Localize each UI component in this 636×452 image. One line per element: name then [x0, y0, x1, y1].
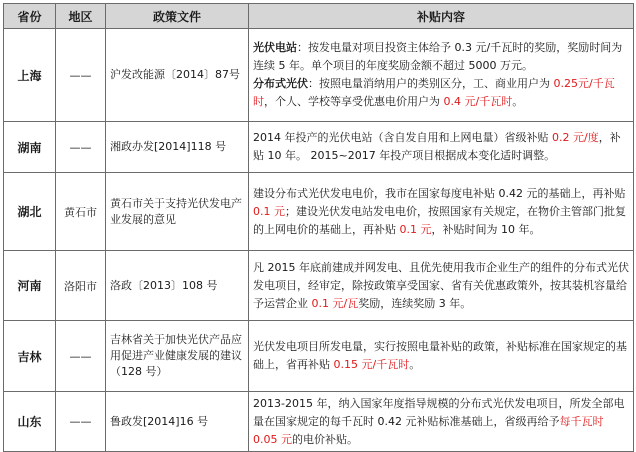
- policy-doc-cell: 湘政办发[2014]118 号: [106, 122, 249, 173]
- subsidy-content-cell: [249, 392, 634, 452]
- content-text: 的电价补贴。: [292, 432, 358, 446]
- province-cell: 河南: [4, 251, 56, 321]
- highlight-value: 0.2 元/度: [552, 131, 599, 144]
- province-cell: 山东: [4, 392, 56, 452]
- region-cell: ——: [56, 122, 106, 173]
- province-cell: 湖南: [4, 122, 56, 173]
- subsidy-content-cell: [249, 251, 634, 321]
- policy-doc-cell: 洛政〔2013〕108 号: [106, 251, 249, 321]
- subsidy-content-cell: [249, 321, 634, 392]
- content-text: ，补贴 10 年。 2015~2017 年投产项目根据成本变化适时调整。: [253, 131, 621, 162]
- header-row: [4, 4, 634, 29]
- content-text: 奖励，连续奖励 3 年。: [358, 296, 472, 310]
- province-cell: 湖北: [4, 173, 56, 251]
- subsidy-content-cell: [249, 173, 634, 251]
- province-cell: 吉林: [4, 321, 56, 392]
- content-label: 光伏电站: [253, 41, 297, 54]
- highlight-value: 0.1 元: [253, 204, 285, 218]
- region-cell: 黄石市: [56, 173, 106, 251]
- content-text: ，补贴时间为 10 年。: [431, 222, 541, 236]
- table-row: [4, 392, 634, 452]
- region-cell: ——: [56, 392, 106, 452]
- content-text: ，个人、学校等享受优惠电价用户为: [264, 95, 444, 108]
- table-row: [4, 122, 634, 173]
- highlight-value: 每千瓦时 0.05 元: [253, 414, 604, 446]
- content-label: 分布式光伏: [253, 77, 308, 90]
- table-row: [4, 29, 634, 122]
- policy-doc-cell: 鲁政发[2014]16 号: [106, 392, 249, 452]
- policy-doc-cell: 沪发改能源〔2014〕87号: [106, 29, 249, 122]
- highlight-value: 0.4 元/千瓦时: [443, 95, 513, 108]
- highlight-value: 0.1 元: [399, 222, 432, 236]
- highlight-value: 0.25元/千瓦时: [253, 77, 615, 108]
- content-text: 凡 2015 年底前建成并网发电、且优先使用我市企业生产的组件的分布式光伏发电项目，经审定，除按政策享受国家、省有关优惠政策外，按其装机容量给予运营企业: [253, 260, 629, 310]
- content-text: 。: [512, 95, 524, 108]
- content-text: 建设分布式光伏发电电价，我市在国家每度电补贴 0.42 元的基础上，再补贴: [253, 186, 626, 200]
- content-text: 2014 年投产的光伏电站（含自发自用和上网电量）省级补贴: [253, 131, 552, 144]
- content-text: 。: [409, 358, 421, 371]
- policy-table: [3, 3, 634, 452]
- header-policy-doc: 政策文件: [106, 4, 249, 29]
- policy-doc-cell: 黄石市关于支持光伏发电产业发展的意见: [106, 173, 249, 251]
- highlight-value: 0.15 元/千瓦时: [333, 358, 410, 371]
- content-text: ：按发电量对项目投资主体给予 0.3 元/千瓦时的奖励，奖励时间为连续 5 年。单个项目的年度奖励金额不超过 5000 万元。: [253, 41, 623, 72]
- policy-doc-cell: 吉林省关于加快光伏产品应用促进产业健康发展的建议（128 号）: [106, 321, 249, 392]
- content-text: ；建设光伏发电站发电电价，按照国家有关规定，在物价主管部门批复的上网电价的基础上，再补贴: [253, 204, 626, 236]
- region-cell: ——: [56, 29, 106, 122]
- subsidy-content-cell: [249, 122, 634, 173]
- region-cell: ——: [56, 321, 106, 392]
- table-row: [4, 321, 634, 392]
- province-cell: 上海: [4, 29, 56, 122]
- header-subsidy-content: 补贴内容: [249, 4, 634, 29]
- table-row: [4, 251, 634, 321]
- highlight-value: 0.1 元/瓦: [311, 296, 359, 310]
- header-region: 地区: [56, 4, 106, 29]
- content-text: ：按照电量消纳用户的类别区分，工、商业用户为: [308, 77, 554, 90]
- header-province: 省份: [4, 4, 56, 29]
- content-text: 光伏发电项目所发电量，实行按照电量补贴的政策，补贴标准在国家规定的基础上，省再补贴: [253, 340, 627, 371]
- content-text: 2013-2015 年，纳入国家年度指导规模的分布式光伏发电项目，所发全部电量在国家规定的每千瓦时 0.42 元补贴标准基础上，省级再给予: [253, 396, 625, 428]
- region-cell: 洛阳市: [56, 251, 106, 321]
- table-row: [4, 173, 634, 251]
- subsidy-content-cell: [249, 29, 634, 122]
